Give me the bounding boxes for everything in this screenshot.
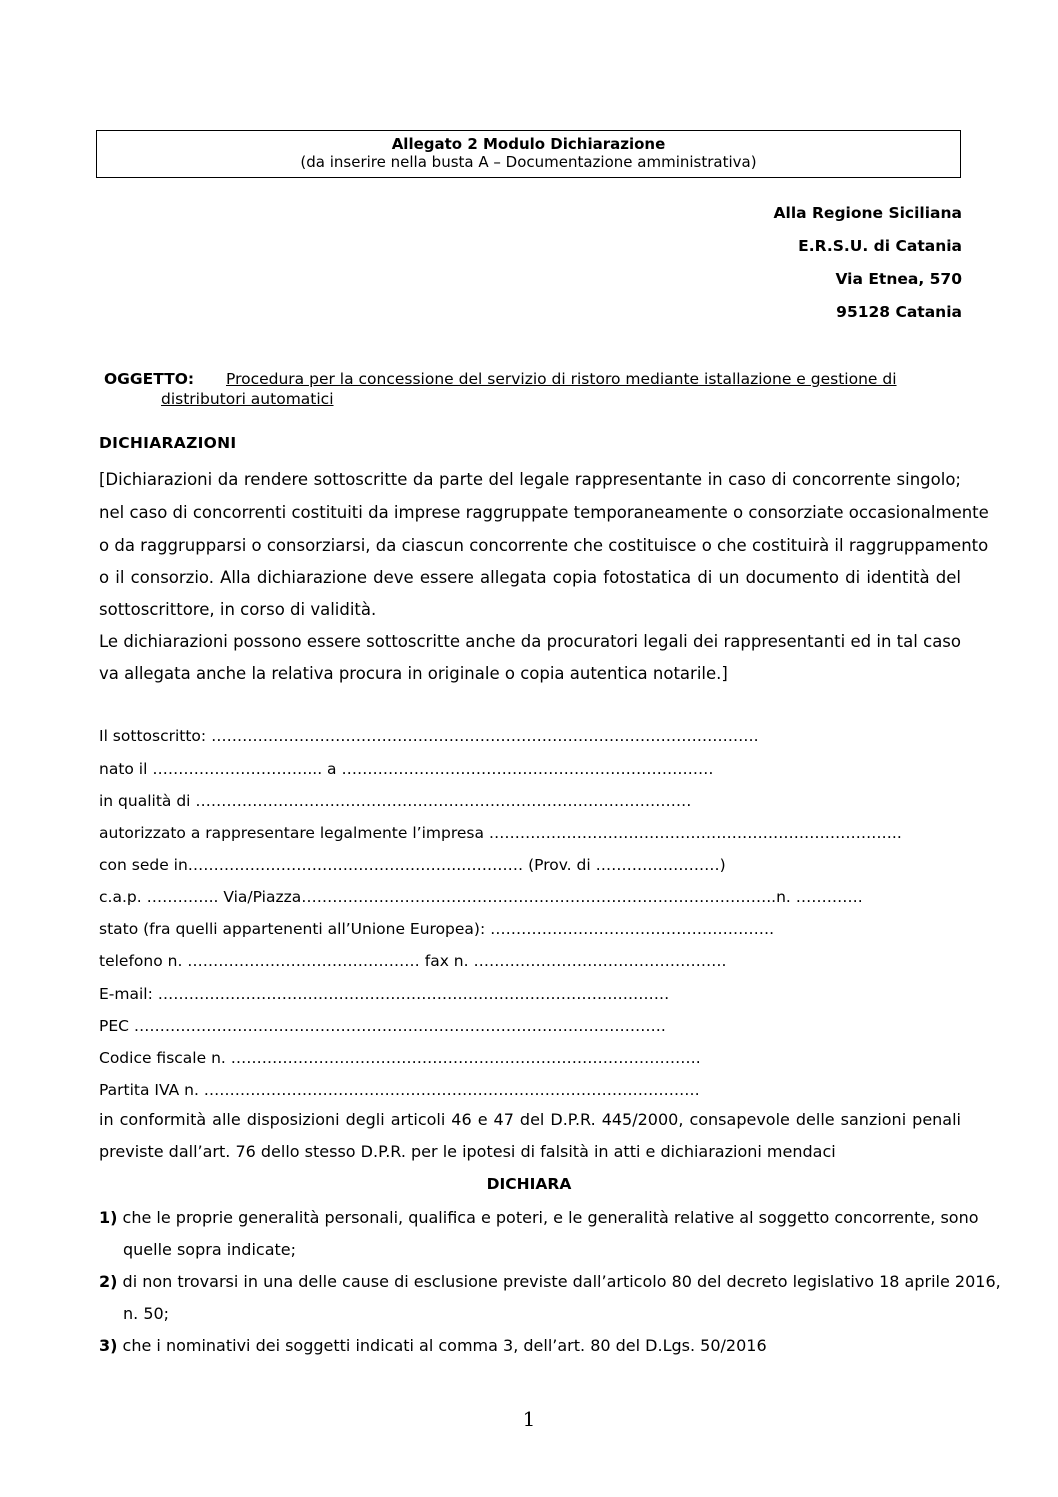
dichiara-item-3 xyxy=(99,1336,961,1355)
page-number: 1 xyxy=(522,1407,536,1431)
item-text: che le proprie generalità personali, qualifica e poteri, e le generalità relative al soggetto concorrente, sono xyxy=(117,1208,979,1227)
field-partita-iva: Partita IVA n. …………………………………………………………………………………… xyxy=(99,1081,700,1099)
dichiarazioni-line: nel caso di concorrenti costituiti da imprese raggruppate temporaneamente o consorziate occasionalmente xyxy=(99,503,989,522)
field-sede: con sede in……………………………………………..………… (Prov. di ……………………) xyxy=(99,856,726,874)
address-line-2: E.R.S.U. di Catania xyxy=(798,237,962,255)
field-cap: c.a.p. ………….. Via/Piazza………………………………………………………………………………..n. …………. xyxy=(99,888,863,906)
dichiarazioni-line: sottoscrittore, in corso di validità. xyxy=(99,600,377,619)
oggetto-label: OGGETTO: xyxy=(104,370,195,388)
item-number: 2) xyxy=(99,1272,118,1291)
field-codice-fiscale: Codice fiscale n. ………………………………………………………………………………. xyxy=(99,1049,701,1067)
address-line-4: 95128 Catania xyxy=(836,303,962,321)
dichiara-item-1 xyxy=(99,1208,979,1227)
field-email: E-mail: ……………………………………………………………………………………… xyxy=(99,985,670,1003)
item-number: 1) xyxy=(99,1208,118,1227)
dichiara-item-2-cont: n. 50; xyxy=(123,1304,170,1323)
field-nato: nato il …………………………... a ……………………………………………………………… xyxy=(99,760,714,778)
field-stato: stato (fra quelli appartenenti all’Unione Europea): ………………………………………………. xyxy=(99,920,775,938)
oggetto-text-line-1: Procedura per la concessione del servizio di ristoro mediante istallazione e gestione di xyxy=(226,370,897,388)
oggetto-text-line-2: distributori automatici xyxy=(161,390,334,408)
item-number: 3) xyxy=(99,1336,118,1355)
item-text: di non trovarsi in una delle cause di esclusione previste dall’articolo 80 del decreto legislativo 18 aprile 2016, xyxy=(117,1272,1001,1291)
field-sottoscritto: Il sottoscritto: ……………………………………………………………………………………………. xyxy=(99,727,759,745)
dichiara-heading: DICHIARA xyxy=(486,1175,572,1193)
field-autorizzato: autorizzato a rappresentare legalmente l’impresa …………………………………………………………………….. xyxy=(99,824,902,842)
field-qualita: in qualità di …………………………………………………………………………………… xyxy=(99,792,692,810)
dichiara-item-2 xyxy=(99,1272,1001,1291)
field-pec: PEC …………………………………………………………………………………………. xyxy=(99,1017,666,1035)
dichiarazioni-line: o da raggrupparsi o consorziarsi, da ciascun concorrente che costituisce o che costituirà il raggruppamento xyxy=(99,536,989,555)
dichiarazioni-line: Le dichiarazioni possono essere sottoscritte anche da procuratori legali dei rappresentanti ed in tal caso xyxy=(99,632,961,651)
dichiarazioni-heading: DICHIARAZIONI xyxy=(99,434,237,452)
address-line-3: Via Etnea, 570 xyxy=(835,270,962,288)
field-telefono: telefono n. ……………………………………… fax n. …………………………………………. xyxy=(99,952,727,970)
conformita-line-2: previste dall’art. 76 dello stesso D.P.R. per le ipotesi di falsità in atti e dichiarazioni mendaci xyxy=(99,1142,836,1161)
item-text: che i nominativi dei soggetti indicati al comma 3, dell’art. 80 del D.Lgs. 50/2016 xyxy=(117,1336,767,1355)
conformita-line-1: in conformità alle disposizioni degli articoli 46 e 47 del D.P.R. 445/2000, consapevole delle sanzioni penali xyxy=(99,1110,961,1129)
header-title: Allegato 2 Modulo Dichiarazione xyxy=(391,135,666,153)
dichiarazioni-line: [Dichiarazioni da rendere sottoscritte da parte del legale rappresentante in caso di concorrente singolo; xyxy=(99,470,961,489)
dichiarazioni-line: o il consorzio. Alla dichiarazione deve essere allegata copia fotostatica di un documento di identità del xyxy=(99,568,961,587)
address-line-1: Alla Regione Siciliana xyxy=(773,204,962,222)
dichiarazioni-line: va allegata anche la relativa procura in originale o copia autentica notarile.] xyxy=(99,664,728,683)
header-box xyxy=(96,130,961,178)
dichiara-item-1-cont: quelle sopra indicate; xyxy=(123,1240,297,1259)
header-subtitle: (da inserire nella busta A – Documentazione amministrativa) xyxy=(300,153,757,171)
